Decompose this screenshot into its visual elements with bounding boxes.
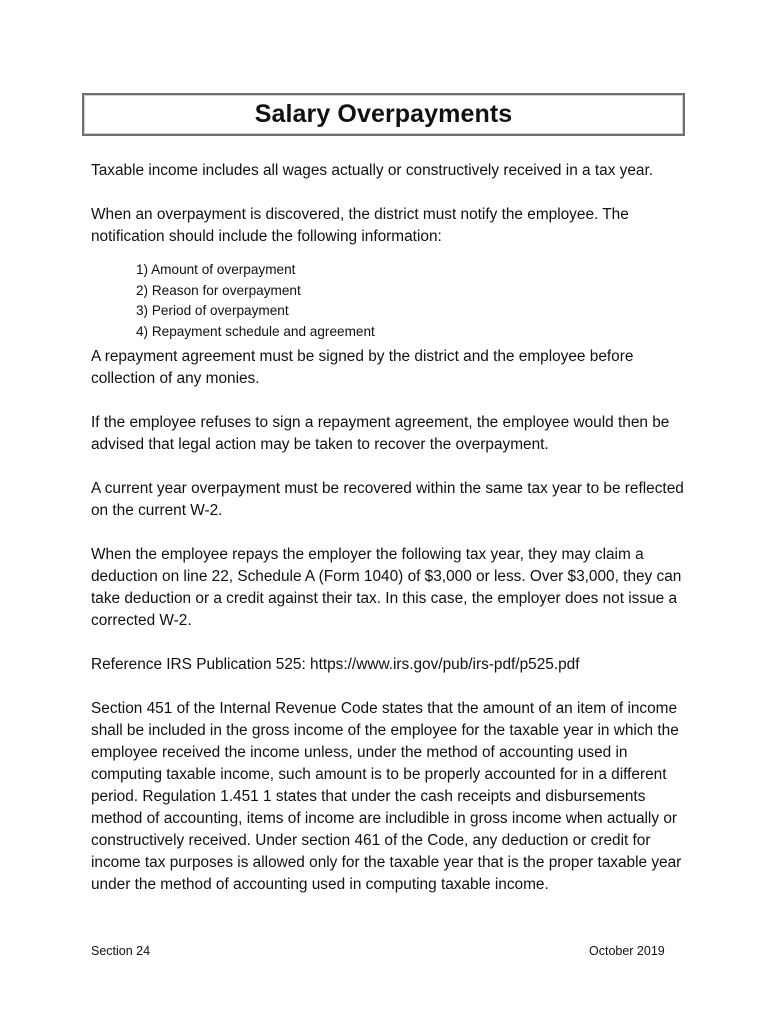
paragraph-reference: Reference IRS Publication 525: https://www.irs.gov/pub/irs-pdf/p525.pdf (91, 656, 580, 673)
list-item: 2) Reason for overpayment (136, 282, 301, 298)
paragraph-following-year: When the employee repays the employer the following tax year, they may claim a deduction on line 22, Schedule A (Form 1040) of $3,000 or less. Over $3,000, they can take deduction or a credit against their tax. In this case, the employer does not issue a corrected W-2. (91, 546, 682, 629)
paragraph-overpayment-notice: When an overpayment is discovered, the district must notify the employee. The notification should include the following information: (91, 206, 629, 245)
paragraph-repayment-agreement: A repayment agreement must be signed by the district and the employee before collection of any monies. (91, 348, 634, 387)
paragraph-section-451: Section 451 of the Internal Revenue Code states that the amount of an item of income shall be included in the gross income of the employee for the taxable year in which the employee received the income unless, under the method of accounting used in computing taxable income, such amount is to be properly accounted for in a different period. Regulation 1.451 1 states that under the cash receipts and disbursements method of accounting, items of income are includible in gross income when actually or constructively received. Under section 461 of the Code, any deduction or credit for income tax purposes is allowed only for the taxable year that is the proper taxable year under the method of accounting used in computing taxable income. (91, 700, 682, 893)
paragraph-current-year: A current year overpayment must be recovered within the same tax year to be reflected on the current W-2. (91, 480, 684, 519)
page-title: Salary Overpayments (254, 100, 513, 128)
list-item: 4) Repayment schedule and agreement (136, 323, 375, 339)
paragraph-refusal: If the employee refuses to sign a repayment agreement, the employee would then be advised that legal action may be taken to recover the overpayment. (91, 414, 670, 453)
paragraph-taxable-income: Taxable income includes all wages actually or constructively received in a tax year. (91, 162, 654, 179)
list-item: 1) Amount of overpayment (136, 262, 296, 277)
document-body (91, 160, 691, 918)
footer-section: Section 24 (91, 944, 151, 958)
notification-info-list (91, 260, 691, 342)
title-box (82, 93, 685, 136)
footer-date: October 2019 (589, 944, 665, 958)
list-item: 3) Period of overpayment (136, 303, 289, 318)
